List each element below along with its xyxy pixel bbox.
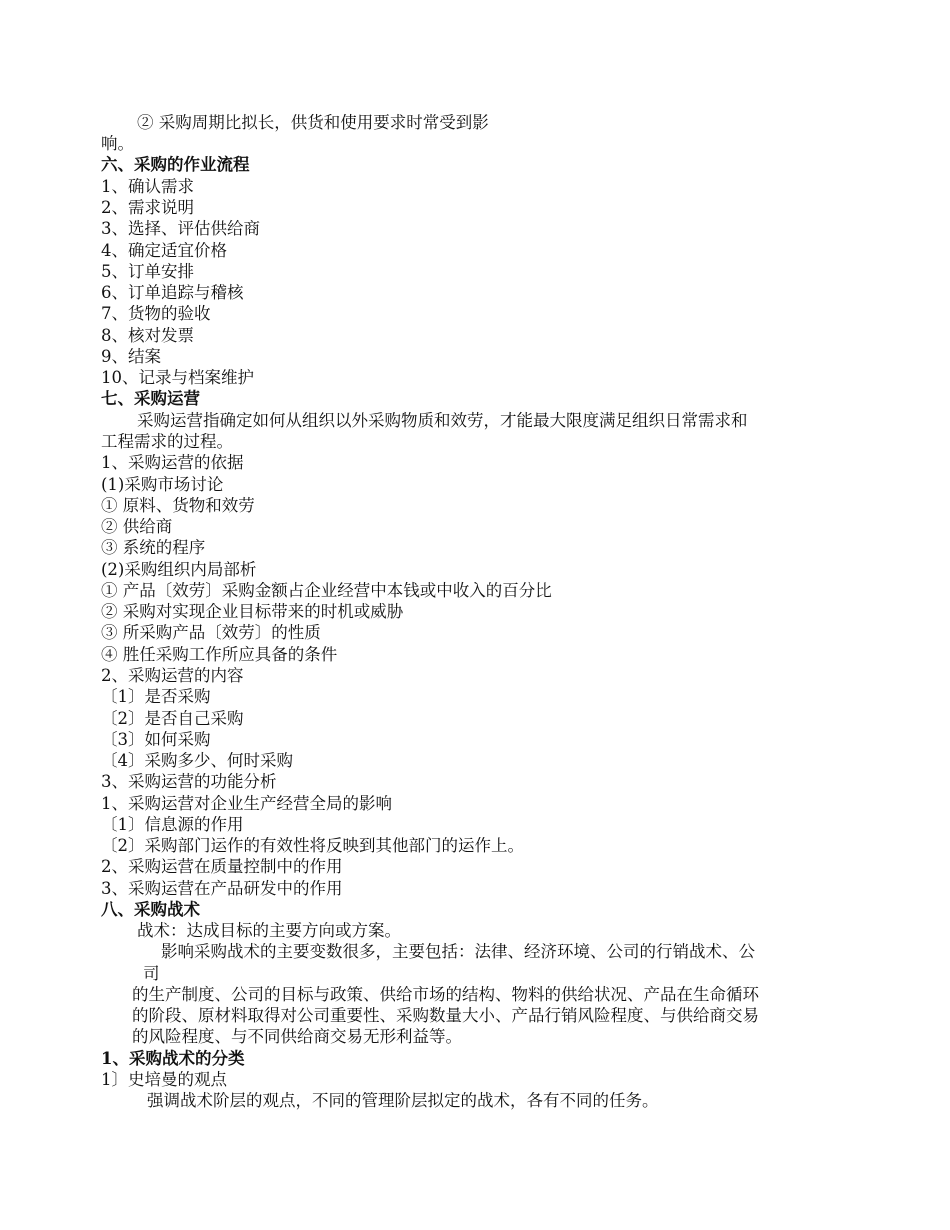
list-item: ② 供给商: [101, 517, 173, 536]
list-item: (1)采购市场讨论: [101, 475, 224, 494]
list-item: 2、需求说明: [101, 198, 194, 217]
text-line: 的生产制度、公司的目标与政策、供给市场的结构、物料的供给状况、产品在生命循环: [132, 985, 759, 1004]
list-item: 7、货物的验收: [101, 304, 211, 323]
text-line: 强调战术阶层的观点，不同的管理阶层拟定的战术，各有不同的任务。: [147, 1091, 659, 1110]
list-item: 3、采购运营在产品研发中的作用: [101, 879, 343, 898]
list-item: 3、采购运营的功能分析: [101, 772, 277, 791]
list-item: ② 采购对实现企业目标带来的时机或威胁: [101, 602, 404, 621]
list-item: 3、选择、评估供给商: [101, 219, 260, 238]
list-item: 9、结案: [101, 347, 161, 366]
list-item: 〔4〕采购多少、何时采购: [101, 751, 293, 770]
text-line: 的阶段、原材料取得对公司重要性、采购数量大小、产品行销风险程度、与供给商交易: [132, 1006, 759, 1025]
section-heading: 八、采购战术: [101, 900, 200, 919]
text-line: 司: [143, 964, 160, 983]
text-line: 采购运营指确定如何从组织以外采购物质和效劳，才能最大限度满足组织日常需求和: [137, 411, 748, 430]
list-item: 〔1〕信息源的作用: [101, 815, 244, 834]
section-heading: 七、采购运营: [101, 389, 200, 408]
list-item: 〔2〕是否自己采购: [101, 709, 244, 728]
list-item: 〔3〕如何采购: [101, 730, 211, 749]
list-item: ④ 胜任采购工作所应具备的条件: [101, 645, 338, 664]
text-line: 战术：达成目标的主要方向或方案。: [137, 921, 401, 940]
text-line: 影响采购战术的主要变数很多，主要包括：法律、经济环境、公司的行销战术、公: [161, 942, 755, 961]
list-item: 1、确认需求: [101, 177, 194, 196]
list-item: ① 产品〔效劳〕采购金额占企业经营中本钱或中收入的百分比: [101, 581, 552, 600]
list-item: ③ 系统的程序: [101, 538, 206, 557]
text-line: 工程需求的过程。: [101, 432, 233, 451]
text-line: ② 采购周期比拟长，供货和使用要求时常受到影: [137, 113, 489, 132]
list-item: 8、核对发票: [101, 326, 194, 345]
list-item: 4、确定适宜价格: [101, 241, 227, 260]
list-item: 〔1〕是否采购: [101, 687, 211, 706]
list-item: ① 原料、货物和效劳: [101, 496, 255, 515]
text-line: 响。: [101, 134, 134, 153]
list-item: 1、采购运营对企业生产经营全局的影响: [101, 794, 392, 813]
list-item: (2)采购组织内局部析: [101, 560, 257, 579]
list-item: ③ 所采购产品〔效劳〕的性质: [101, 623, 321, 642]
list-item: 2、采购运营的内容: [101, 666, 244, 685]
section-heading: 1、采购战术的分类: [101, 1049, 245, 1068]
text-line: 的风险程度、与不同供给商交易无形利益等。: [132, 1027, 462, 1046]
list-item: 1、采购运营的依据: [101, 453, 244, 472]
list-item: 〔2〕采购部门运作的有效性将反映到其他部门的运作上。: [101, 836, 524, 855]
list-item: 10、记录与档案维护: [101, 368, 254, 387]
section-heading: 六、采购的作业流程: [101, 155, 250, 174]
list-item: 2、采购运营在质量控制中的作用: [101, 857, 343, 876]
list-item: 5、订单安排: [101, 262, 194, 281]
list-item: 6、订单追踪与稽核: [101, 283, 244, 302]
list-item: 1〕史培曼的观点: [101, 1070, 227, 1089]
